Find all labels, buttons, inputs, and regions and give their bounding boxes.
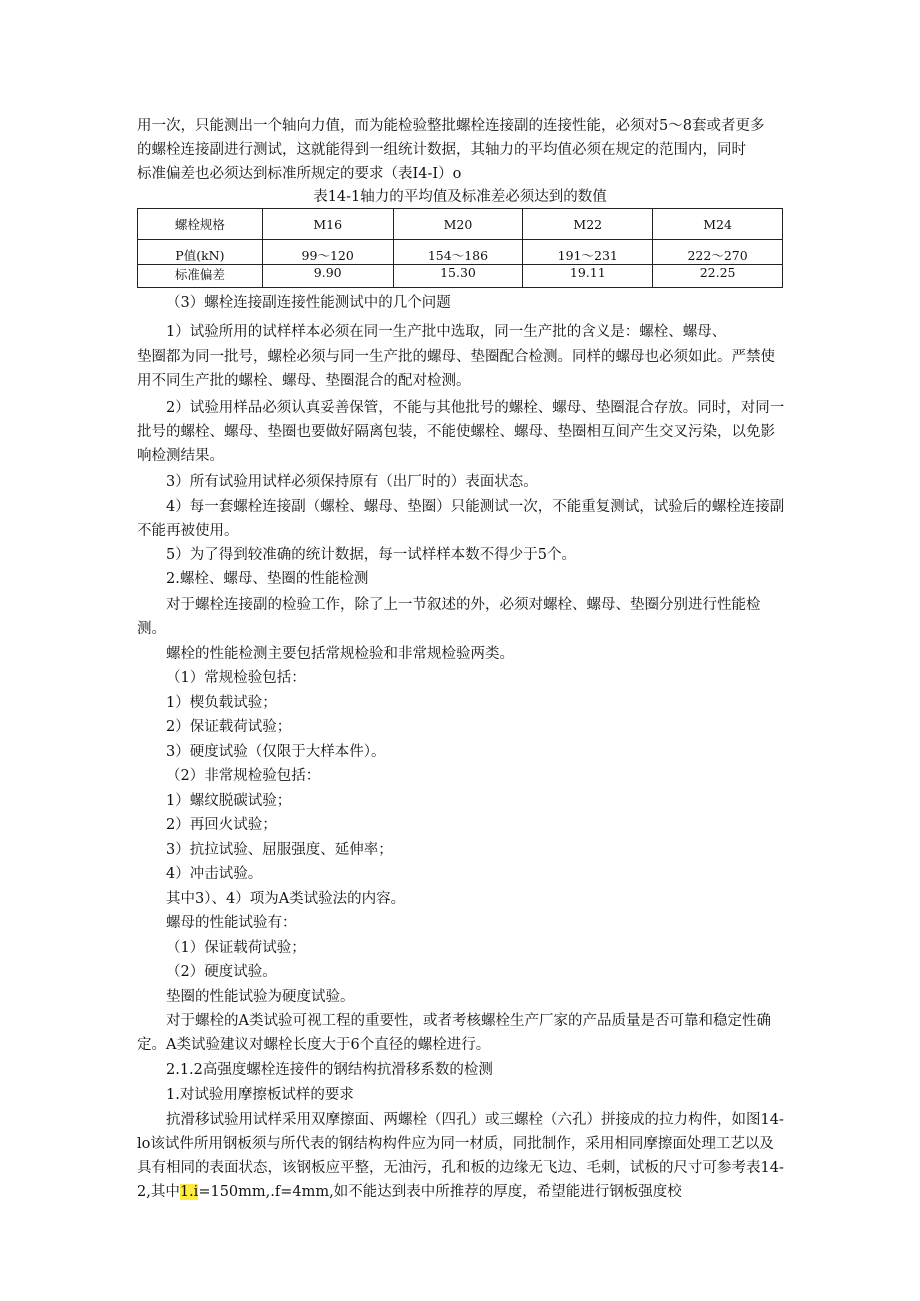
paragraph: 1）试验所用的试样样本必须在同一生产批中选取，同一生产批的含义是：螺栓、螺母、: [166, 324, 727, 340]
paragraph: 4）每一套螺栓连接副（螺栓、螺母、垫圈）只能测试一次，不能重复测试，试验后的螺栓连接副不能再被使用。: [137, 499, 785, 539]
section-heading: （3）螺栓连接副连接性能测试中的几个问题: [166, 295, 451, 311]
table-row: [138, 265, 783, 288]
table-row: [138, 240, 783, 265]
highlighted-text: 1.i: [179, 1184, 199, 1200]
list-item: （2）硬度试验。: [166, 964, 277, 980]
paragraph-text: =150mm,.f=4mm,如不能达到表中所推荐的厚度，希望能进行钢板强度校: [198, 1184, 682, 1200]
table-cell: 191～231: [523, 240, 653, 265]
intro-line-1: 用一次，只能测出一个轴向力值，而为能检验整批螺栓连接副的连接性能，必须对5〜8套或者更多: [137, 118, 765, 134]
table-header-cell: M20: [393, 209, 523, 240]
table-header-cell: M24: [653, 209, 783, 240]
paragraph: 对于螺栓的A类试验可视工程的重要性，或者考核螺栓生产厂家的产品质量是否可靠和稳定性确定。A类试验建议对螺栓长度大于6个直径的螺栓进行。: [137, 1013, 771, 1053]
section-heading: 1.对试验用摩擦板试样的要求: [166, 1087, 354, 1103]
paragraph: 5）为了得到较准确的统计数据，每一试样样本数不得少于5个。: [166, 547, 576, 563]
paragraph: 螺母的性能试验有：: [166, 915, 297, 931]
table-cell: 99～120: [262, 240, 393, 265]
paragraph: 垫圈都为同一批号，螺栓必须与同一生产批的螺母、垫圈配合检测。同样的螺母也必须如此。严禁使用不同生产批的螺栓、螺母、垫圈混合的配对检测。: [137, 349, 775, 389]
intro-line-3: 标准偏差也必须达到标准所规定的要求（表I4-I）o: [137, 166, 462, 182]
list-heading: （2）非常规检验包括：: [166, 768, 321, 784]
list-heading: （1）常规检验包括：: [166, 670, 306, 686]
list-item: 1）螺纹脱碳试验；: [166, 793, 292, 809]
table-header-row: [138, 209, 783, 240]
section-heading: 2.螺栓、螺母、垫圈的性能检测: [166, 571, 369, 587]
list-item: 2）再回火试验；: [166, 817, 277, 833]
table-cell: 标准偏差: [138, 265, 263, 288]
paragraph: 3）所有试验用试样必须保持原有（出厂时的）表面状态。: [166, 474, 538, 490]
table-cell: 22.25: [653, 265, 783, 288]
paragraph: 其中3）、4）项为A类试验法的内容。: [166, 891, 406, 907]
list-item: 2）保证载荷试验；: [166, 719, 292, 735]
list-item: 3）硬度试验（仅限于大样本件）。: [166, 744, 386, 760]
list-item: 3）抗拉试验、屈服强度、延伸率；: [166, 842, 393, 858]
list-item: （1）保证载荷试验；: [166, 940, 306, 956]
paragraph: [137, 1108, 787, 1204]
table-header-cell: M16: [262, 209, 393, 240]
paragraph: 垫圈的性能试验为硬度试验。: [166, 989, 355, 1005]
table-cell: 222～270: [653, 240, 783, 265]
section-heading: 2.1.2高强度螺栓连接件的钢结构抗滑移系数的检测: [166, 1062, 493, 1078]
table-cell: 154～186: [393, 240, 523, 265]
table-cell: 15.30: [393, 265, 523, 288]
paragraph-text: 抗滑移试验用试样采用双摩擦面、两螺栓（四孔）或三螺栓（六孔）拼接成的拉力构件，如图14-lo该试件所用钢板须与所代表的钢结构构件应为同一材质，同批制作，采用相同摩擦面处理工艺以及具有相同的表面状态，该钢板应平整，无油污，孔和板的边缘无飞边、毛刺，试板的尺寸可参考表14-2,其中: [137, 1112, 784, 1200]
intro-line-2: 的螺栓连接副进行测试，这就能得到一组统计数据，其轴力的平均值必须在规定的范围内，同时: [137, 142, 746, 158]
list-item: 1）楔负载试验；: [166, 695, 277, 711]
table-cell: P值(kN): [138, 240, 263, 265]
table-header-cell: M22: [523, 209, 653, 240]
paragraph: 2）试验用样品必须认真妥善保管，不能与其他批号的螺栓、螺母、垫圈混合存放。同时，对同一批号的螺栓、螺母、垫圈也要做好隔离包装，不能使螺栓、螺母、垫圈相互间产生交叉污染，以免影响检测结果。: [137, 400, 785, 464]
paragraph: 螺栓的性能检测主要包括常规检验和非常规检验两类。: [166, 646, 514, 662]
table-header-cell: 螺栓规格: [138, 209, 263, 240]
paragraph: 对于螺栓连接副的检验工作，除了上一节叙述的外，必须对螺栓、螺母、垫圈分别进行性能检测。: [137, 597, 761, 637]
table-cell: 19.11: [523, 265, 653, 288]
table-cell: 9.90: [262, 265, 393, 288]
bolt-axial-force-table: [137, 208, 783, 288]
table-caption: 表14-1轴力的平均值及标准差必须达到的数值: [313, 189, 607, 205]
list-item: 4）冲击试验。: [166, 866, 263, 882]
